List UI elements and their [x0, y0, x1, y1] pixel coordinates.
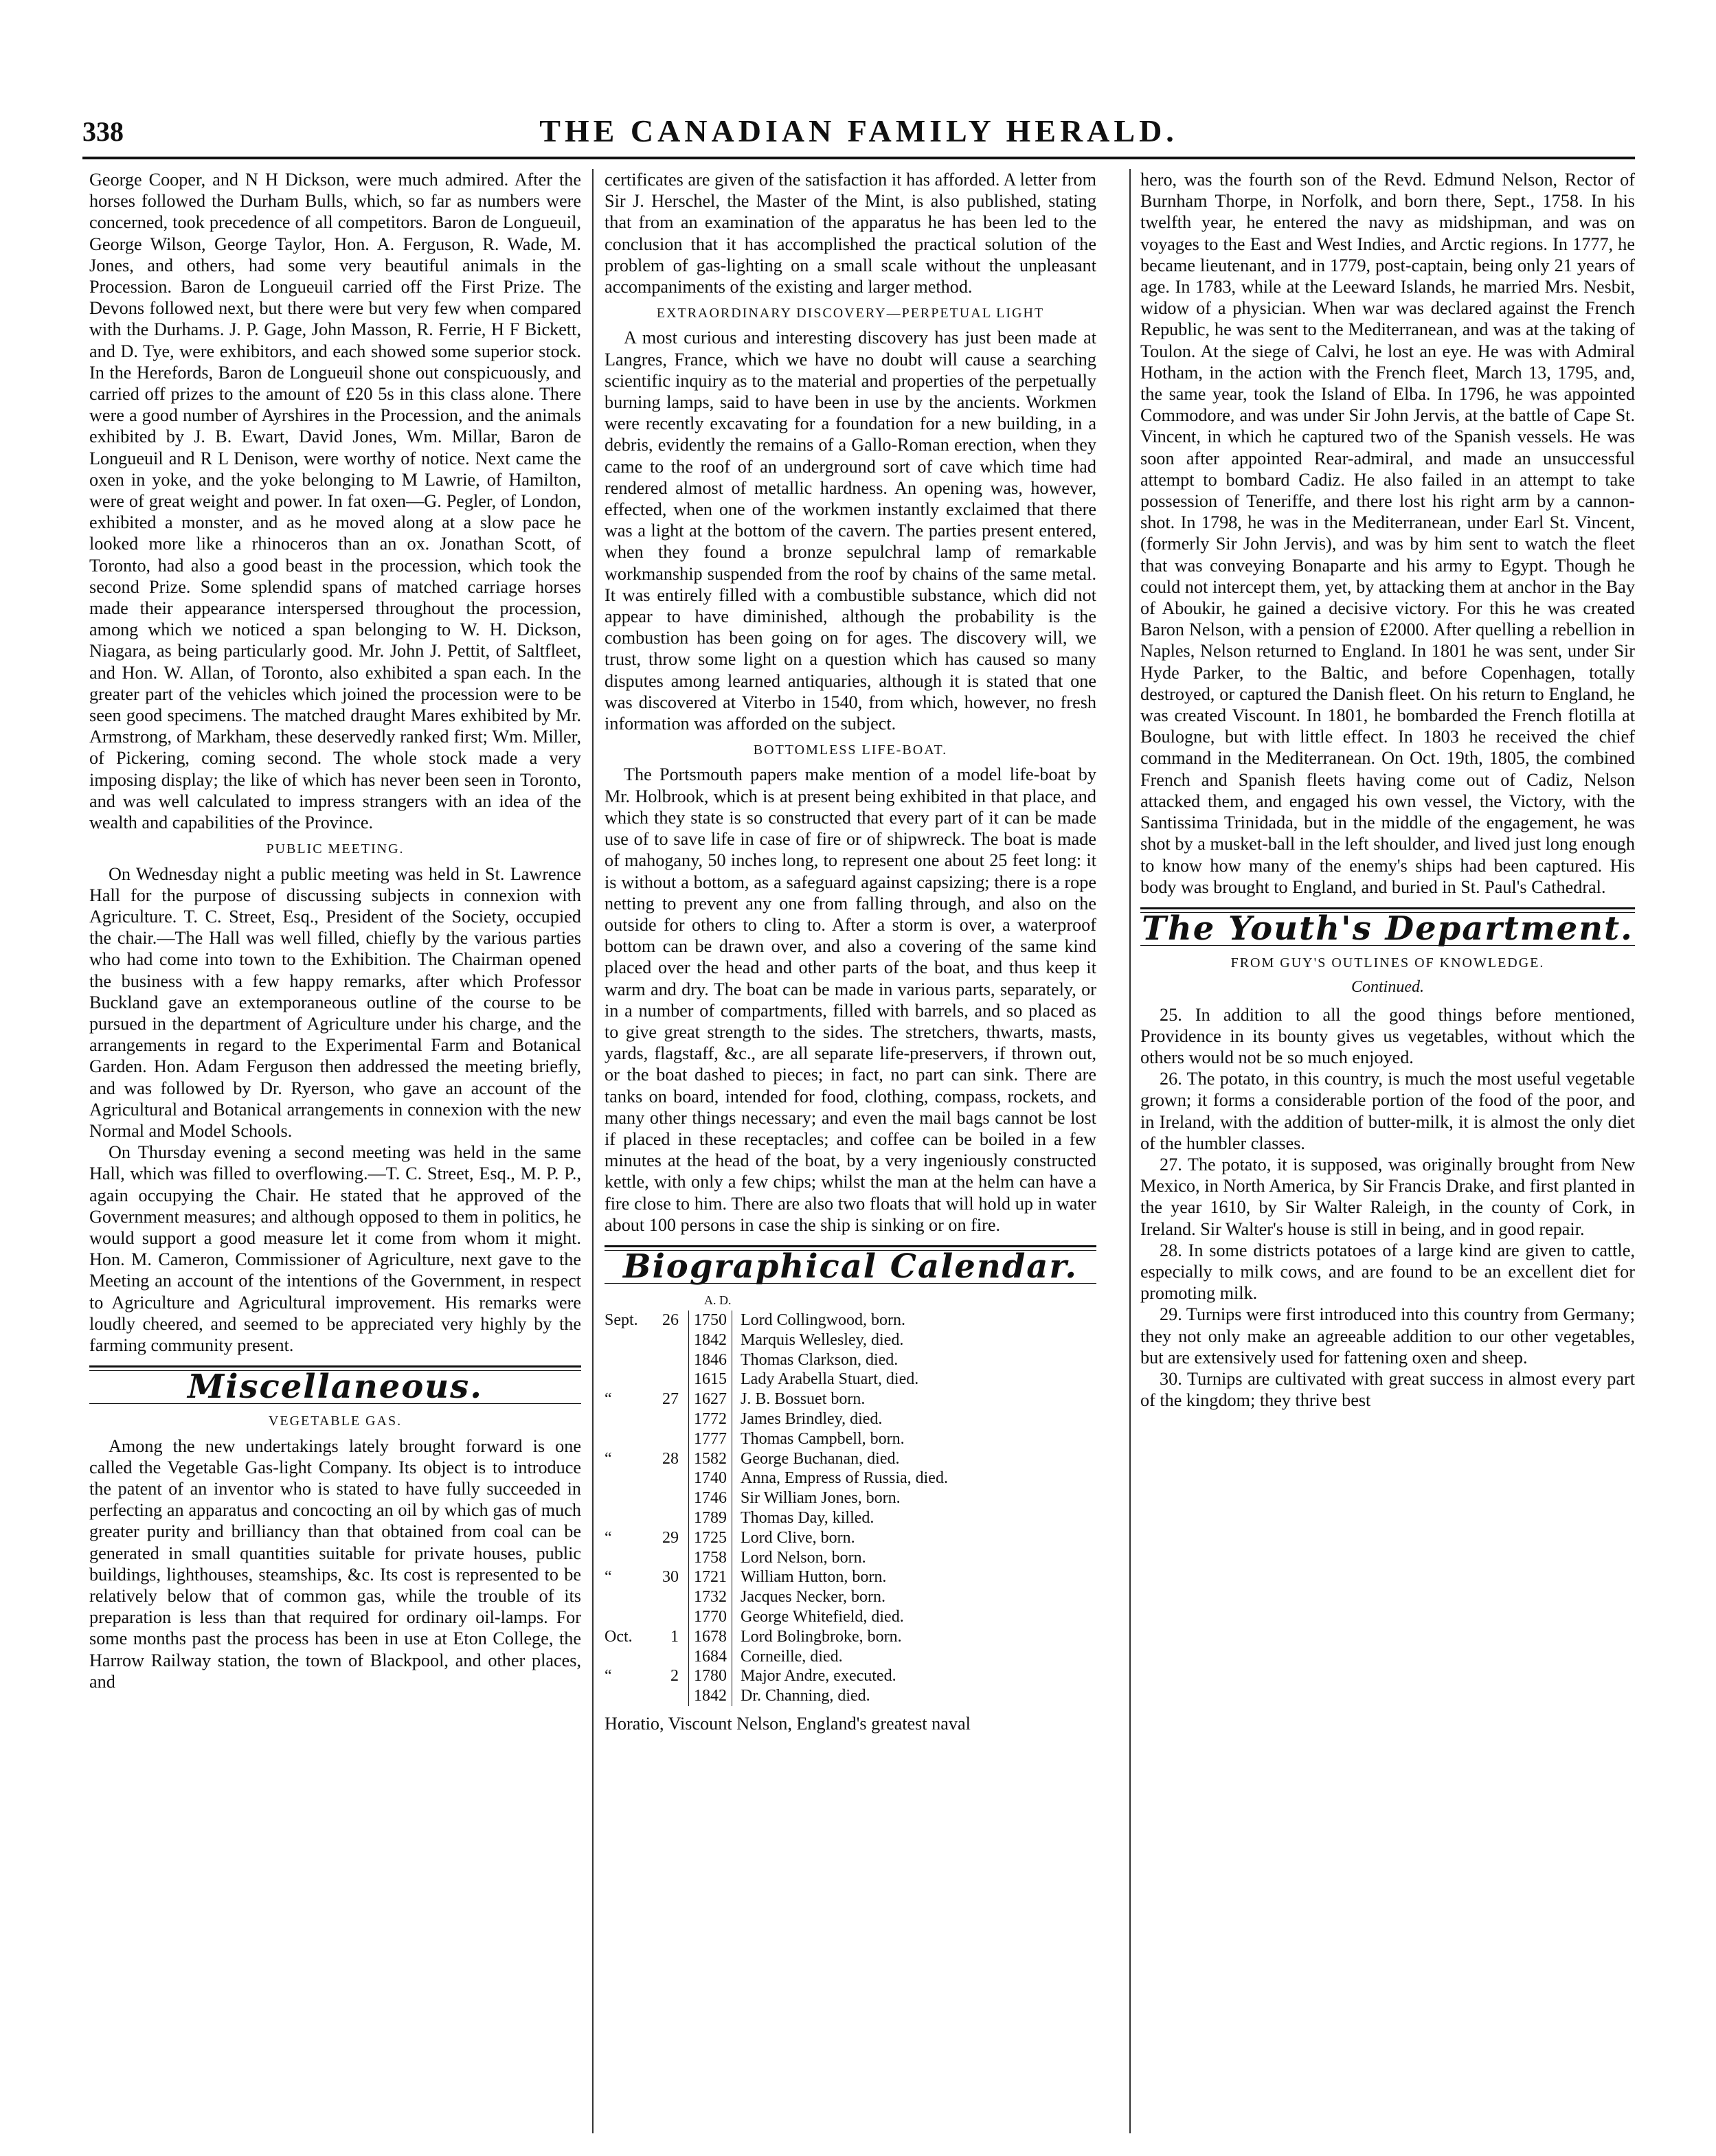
calendar-day — [654, 1548, 689, 1568]
calendar-row — [605, 1647, 1096, 1667]
article-paragraph: Horatio, Viscount Nelson, England's greatest naval — [605, 1713, 971, 1734]
calendar-day: 30 — [654, 1567, 689, 1587]
column-1 — [89, 169, 581, 2133]
calendar-row — [605, 1488, 1096, 1508]
numbered-paragraph: 27. The potato, it is supposed, was originally brought from New Mexico, in North America, by Sir Francis Drake, and first planted in the year 1610, by Sir Walter Raleigh, in the county of Cork, in Ireland. Sir Walter's house is still in being, and in good repair. — [1140, 1154, 1635, 1239]
calendar-month — [605, 1370, 654, 1389]
calendar-row — [605, 1567, 1096, 1587]
calendar-year: 1772 — [689, 1409, 732, 1429]
continued-label: Continued. — [1351, 978, 1424, 997]
article-paragraph: A most curious and interesting discovery has just been made at Langres, France, which we have no doubt will cause a searching scientific inquiry as to the material and properties of the perpetually burning lamps, said to have been in use by the ancients. Workmen were recently excavating for a foundation for a new building, in a debris, evidently the remains of a Gallo-Roman erection, when they came to the roof of an underground sort of cave which time had rendered almost of metallic hardness. An opening was, however, effected, when one of the workmen instantly exclaimed that there was a light at the bottom of the cavern. The parties present entered, when they found a bronze sepulchral lamp of remarkable workmanship suspended from the roof by chains of the same metal. It was entirely filled with a combustible substance, which did not appear to have diminished, although the probability is the combustion has been going on for ages. The discovery will, we trust, throw some light on a question which has caused so many disputes among learned antiquaries, although it is stated that one was discovered at Viterbo in 1540, from which, however, no fresh information was afforded on the subject. — [605, 328, 1096, 734]
section-subheading: PUBLIC MEETING. — [266, 841, 405, 857]
calendar-day: 28 — [654, 1449, 689, 1469]
calendar-year: 1750 — [689, 1310, 732, 1330]
calendar-month — [605, 1508, 654, 1528]
calendar-month: “ — [605, 1568, 612, 1587]
calendar-event: Sir William Jones, born. — [741, 1489, 901, 1508]
calendar-year: 1789 — [689, 1508, 732, 1528]
calendar-event: Marquis Wellesley, died. — [741, 1330, 904, 1349]
article-paragraph: certificates are given of the satisfaction it has afforded. A letter from Sir J. Herschel, the Master of the Mint, is also published, stating that from an examination of the apparatus he has been led to the conclusion that it has accomplished the practical solution of the problem of gas-lighting on a small scale without the unpleasant accompaniments of the existing and larger method. — [605, 170, 1096, 297]
numbered-paragraph: 25. In addition to all the good things before mentioned, Providence in its bounty gives us vegetables, without which the others would not be so much enjoyed. — [1140, 1004, 1635, 1067]
calendar-day — [654, 1508, 689, 1528]
calendar-year: 1678 — [689, 1627, 732, 1647]
calendar-row — [605, 1587, 1096, 1607]
calendar-month — [605, 1686, 654, 1706]
calendar-day — [654, 1607, 689, 1627]
calendar-month — [605, 1350, 654, 1370]
calendar-year: 1842 — [689, 1330, 732, 1350]
calendar-row — [605, 1409, 1096, 1429]
calendar-month — [605, 1409, 654, 1429]
calendar-month: Sept. — [605, 1310, 638, 1329]
calendar-event: George Buchanan, died. — [741, 1449, 900, 1468]
column-2 — [605, 169, 1096, 2133]
calendar-event: Thomas Campbell, born. — [741, 1429, 905, 1448]
calendar-month — [605, 1548, 654, 1568]
calendar-row — [605, 1528, 1096, 1548]
calendar-row — [605, 1468, 1096, 1488]
column-divider — [592, 169, 594, 2133]
calendar-year: 1758 — [689, 1548, 732, 1568]
column-3 — [1140, 169, 1635, 2133]
calendar-year: 1732 — [689, 1587, 732, 1607]
calendar-day: 2 — [654, 1666, 689, 1686]
section-subheading: FROM GUY'S OUTLINES OF KNOWLEDGE. — [1230, 955, 1545, 971]
calendar-event: Anna, Empress of Russia, died. — [741, 1469, 948, 1488]
numbered-paragraph: 30. Turnips are cultivated with great success in almost every part of the kingdom; they thrive best — [1140, 1368, 1635, 1411]
calendar-day — [654, 1429, 689, 1449]
section-subheading: EXTRAORDINARY DISCOVERY—PERPETUAL LIGHT — [656, 306, 1045, 321]
section-heading: Biographical Calendar. — [623, 1247, 1078, 1286]
calendar-row — [605, 1508, 1096, 1528]
masthead-title: THE CANADIAN FAMILY HERALD. — [539, 113, 1178, 148]
calendar-day — [654, 1350, 689, 1370]
calendar-month: “ — [605, 1449, 612, 1468]
article-paragraph: George Cooper, and N H Dickson, were much admired. After the horses followed the Durham Bulls, which, so far as numbers were concerned, took precedence of all competitors. Baron de Longueuil, George Wilson, George Taylor, Hon. A. Ferguson, R. Wade, M. Jones, and others, had some very beautiful animals in the Procession. Baron de Longueuil carried off the First Prize. The Devons followed next, but there were but very few when compared with the Durhams. J. P. Gage, John Masson, R. Ferrie, H F Bickett, and D. Tye, were exhibitors, and each showed some superior stock. In the Herefords, Baron de Longueuil shone out conspicuously, and carried off prizes to the amount of £20 5s in this class alone. There were a good number of Ayrshires in the Procession, and the animals exhibited by J. B. Ewart, David Jones, Wm. Millar, Baron de Longueuil and R L Denison, were worthy of notice. Next came the oxen in yoke, and the yoke belonging to M Lawrie, of Hamilton, were of great weight and power. In fat oxen—G. Pegler, of London, exhibited a monster, and as he moved along at a slow pace he looked more like a rhinoceros than an ox. Jonathan Scott, of Toronto, had also a good beast in the procession, which took the second Prize. Some splendid spans of matched carriage horses made their appearance interspersed throughout the procession, among which we noticed a span belonging to W. H. Dickson, Niagara, as being particularly good. Mr. John J. Pettit, of Saltfleet, and Hon. W. Allan, of Toronto, also exhibited a span each. In the greater part of the vehicles which joined the procession were to be seen good specimens. The matched draught Mares exhibited by Mr. Armstrong, of Markham, these deservedly ranked first; Wm. Miller, of Pickering, coming second. The whole stock made a very imposing display; the like of which has never been seen in Toronto, and was well calculated to impress strangers with an idea of the wealth and capabilities of the Province. — [89, 170, 581, 833]
numbered-paragraph: 29. Turnips were first introduced into this country from Germany; they not only make an agreeable addition to our other vegetables, but are extensively used for fattening oxen and sheep. — [1140, 1304, 1635, 1368]
calendar-event: William Hutton, born. — [741, 1568, 887, 1587]
calendar-year: 1746 — [689, 1488, 732, 1508]
page-number: 338 — [82, 116, 124, 147]
calendar-year: 1846 — [689, 1350, 732, 1370]
calendar-event: Thomas Day, killed. — [741, 1508, 874, 1527]
calendar-day: 27 — [654, 1389, 689, 1409]
calendar-year: 1582 — [689, 1449, 732, 1469]
calendar-day: 26 — [654, 1310, 689, 1330]
calendar-row — [605, 1310, 1096, 1330]
calendar-year: 1725 — [689, 1528, 732, 1548]
calendar-year: 1770 — [689, 1607, 732, 1627]
numbered-paragraph: 28. In some districts potatoes of a large kind are given to cattle, especially to milk cows, and are found to be an excellent diet for promoting milk. — [1140, 1240, 1635, 1304]
calendar-day: 1 — [654, 1627, 689, 1647]
calendar-event: Lady Arabella Stuart, died. — [741, 1370, 919, 1389]
calendar-event: Corneille, died. — [741, 1647, 843, 1666]
calendar-year: 1740 — [689, 1468, 732, 1488]
calendar-day — [654, 1488, 689, 1508]
calendar-row — [605, 1350, 1096, 1370]
calendar-row — [605, 1686, 1096, 1706]
calendar-year-label: A. D. — [704, 1293, 732, 1308]
calendar-month: Oct. — [605, 1627, 633, 1646]
calendar-year: 1615 — [689, 1370, 732, 1389]
calendar-event: Lord Bolingbroke, born. — [741, 1627, 902, 1646]
section-subheading: VEGETABLE GAS. — [268, 1414, 403, 1429]
calendar-event: Lord Clive, born. — [741, 1528, 855, 1547]
calendar-year: 1627 — [689, 1389, 732, 1409]
article-paragraph: The Portsmouth papers make mention of a model life-boat by Mr. Holbrook, which is at present being exhibited in that place, and which they state is so constructed that every part of it can be made use of to save life in case of fire or of shipwreck. The boat is made of mahogany, 50 inches long, to represent one about 25 feet long: it is without a bottom, as a safeguard against capsizing; there is a rope netting to prevent any one from falling through, and also on the outside for others to cling to. After a storm is over, a waterproof bottom can be drawn over, and also a covering of the same kind placed over the head and other parts of the boat, and thus keep it warm and dry. The boat can be made in various parts, separately, or in a number of compartments, filled with barrels, and so placed as to give great strength to the sides. The stretchers, thwarts, masts, yards, flagstaff, &c., are all separate life-preservers, if thrown out, or the boat dashed to pieces; in fact, no part can sink. There are tanks on board, intended for food, clothing, compass, rockets, and many other things necessary; and even the mail bags cannot be lost if placed in these receptacles; and coffee can be boiled in a few minutes at the head of the boat, by a very ingeniously constructed kettle, with only a few chips; whilst the man at the helm can have a fire close to him. There are also two floats that will hold up in water about 100 persons in case the ship is sinking or on fire. — [605, 764, 1096, 1235]
calendar-day: 29 — [654, 1528, 689, 1548]
calendar-row — [605, 1666, 1096, 1686]
article-paragraph: On Thursday evening a second meeting was held in the same Hall, which was filled to overflowing.—T. C. Street, Esq., M. P. P., again occupying the Chair. He stated that he approved of the Government measures; and although opposed to them in politics, he would support a good measure let it come from whom it might. Hon. M. Cameron, Commissioner of Agriculture, next gave to the Meeting an account of the intentions of the Government, in respect to Agriculture and Agricultural improvement. His remarks were loudly cheered, and seemed to be appreciated very highly by the farming community present. — [89, 1142, 581, 1355]
calendar-month — [605, 1587, 654, 1607]
calendar-event: James Brindley, died. — [741, 1409, 883, 1428]
calendar-row — [605, 1548, 1096, 1568]
calendar-month — [605, 1488, 654, 1508]
calendar-row — [605, 1429, 1096, 1449]
calendar-rows — [605, 1310, 1096, 1706]
calendar-month — [605, 1330, 654, 1350]
calendar-row — [605, 1607, 1096, 1627]
numbered-paragraph: 26. The potato, in this country, is much the most useful vegetable grown; it forms a considerable portion of the food of the poor, and in Ireland, with the addition of butter-milk, it is almost the only diet of the humbler classes. — [1140, 1069, 1635, 1153]
calendar-day — [654, 1686, 689, 1706]
calendar-year: 1777 — [689, 1429, 732, 1449]
calendar-row — [605, 1389, 1096, 1409]
calendar-year: 1780 — [689, 1666, 732, 1686]
calendar-event: Thomas Clarkson, died. — [741, 1350, 899, 1369]
calendar-row — [605, 1370, 1096, 1389]
calendar-month: “ — [605, 1528, 612, 1547]
section-subheading: BOTTOMLESS LIFE-BOAT. — [753, 742, 948, 758]
column-divider — [1129, 169, 1131, 2133]
calendar-month — [605, 1607, 654, 1627]
calendar-month — [605, 1647, 654, 1667]
section-heading: The Youth's Department. — [1142, 909, 1634, 948]
calendar-year: 1842 — [689, 1686, 732, 1706]
calendar-event: Major Andre, executed. — [741, 1667, 896, 1686]
calendar-day — [654, 1330, 689, 1350]
calendar-event: Lord Collingwood, born. — [741, 1310, 905, 1329]
calendar-row — [605, 1627, 1096, 1647]
calendar-month — [605, 1429, 654, 1449]
calendar-row — [605, 1330, 1096, 1350]
calendar-month — [605, 1468, 654, 1488]
calendar-year: 1721 — [689, 1567, 732, 1587]
calendar-day — [654, 1409, 689, 1429]
calendar-event: Lord Nelson, born. — [741, 1548, 866, 1567]
calendar-month: “ — [605, 1390, 612, 1409]
calendar-event: J. B. Bossuet born. — [741, 1390, 866, 1409]
biographical-calendar — [605, 1291, 1096, 1706]
article-paragraph: hero, was the fourth son of the Revd. Edmund Nelson, Rector of Burnham Thorpe, in Norfolk, and born there, Sept., 1758. In his twelfth year, he entered the navy as midshipman, and was on voyages to the East and West Indies, and Arctic regions. In 1777, he became lieutenant, and in 1779, post-captain, being only 21 years of age. In 1783, while at the Leeward Islands, he married Mrs. Nesbit, widow of a physician. When war was declared against the French Republic, he was sent to the Mediterranean, and was at the taking of Toulon. At the siege of Calvi, he lost an eye. He was with Admiral Hotham, in the action with the French fleet, March 13, 1795, and, the same year, took the Island of Elba. In 1796, he was appointed Commodore, and was under Sir John Jervis, at the battle of Cape St. Vincent, in which he captured two of the Spanish vessels. He was soon after appointed Rear-admiral, and made an unsuccessful attempt to bombard Cadiz. He also failed in an attempt to take possession of Teneriffe, and there lost his right arm by a cannon-shot. In 1798, he was in the Mediterranean, under Earl St. Vincent, (formerly Sir John Jervis), and was by him sent to watch the fleet that was conveying Bonaparte and his army to Egypt. Though he could not intercept them, yet, by attacking them at anchor in the Bay of Aboukir, he gained a decisive victory. For this he was created Baron Nelson, with a pension of £2000. After quelling a rebellion in Naples, Nelson returned to England. In 1801 he was sent, under Sir Hyde Parker, to the Baltic, and before Copenhagen, totally destroyed, or captured the Danish fleet. On his return to England, he was created Viscount. In 1801, he bombarded the French flotilla at Boulogne, but with little effect. In 1803 he received the chief command in the Mediterranean. On Oct. 19th, 1805, the combined French and Spanish fleets having come out of Cadiz, Nelson attacked them, and engaged his own vessel, the Victory, with the Santissima Trinidada, but in the middle of the engagement, he was shot by a musket-ball in the left shoulder, and lived just long enough to know how many of the enemy's ships had been captured. His body was brought to England, and buried in St. Paul's Cathedral. — [1140, 170, 1635, 897]
calendar-event: Jacques Necker, born. — [741, 1588, 885, 1607]
calendar-day — [654, 1587, 689, 1607]
calendar-day — [654, 1370, 689, 1389]
calendar-month: “ — [605, 1667, 612, 1686]
article-paragraph: Among the new undertakings lately brought forward is one called the Vegetable Gas-light Company. Its object is to introduce the patent of an inventor who is stated to have fully succeeded in perfecting an apparatus and concocting an oil by which gas of much greater purity and brilliancy than that obtained from coal can be generated in small quantities suitable for private houses, public buildings, lighthouses, steamships, &c. Its cost is represented to be relatively below that of common gas, while the trouble of its preparation is less than that required for ordinary oil-lamps. For some months past the process has been in use at Eton College, the Harrow Railway station, the town of Blackpool, and other places, and — [89, 1436, 581, 1692]
calendar-row — [605, 1449, 1096, 1469]
calendar-event: George Whitefield, died. — [741, 1607, 904, 1626]
calendar-day — [654, 1468, 689, 1488]
header-rule — [82, 157, 1635, 159]
calendar-day — [654, 1647, 689, 1667]
calendar-year: 1684 — [689, 1647, 732, 1667]
article-paragraph: On Wednesday night a public meeting was held in St. Lawrence Hall for the purpose of discussing subjects in connexion with Agriculture. T. C. Street, Esq., President of the Society, occupied the chair.—The Hall was well filled, chiefly by the various parties who had come into town to the Exhibition. The Chairman opened the business with a few happy remarks, after which Professor Buckland gave an extemporaneous outline of the course to be pursued in the department of Agriculture under his charge, and the arrangements in regard to the Experimental Farm and Botanical Garden. Hon. Adam Ferguson then addressed the meeting briefly, and was followed by Dr. Ryerson, who gave an account of the Agricultural and Botanical arrangements in connexion with the new Normal and Model Schools. — [89, 863, 581, 1141]
page-header — [82, 110, 1635, 151]
calendar-event: Dr. Channing, died. — [741, 1687, 870, 1705]
section-heading: Miscellaneous. — [188, 1368, 483, 1407]
